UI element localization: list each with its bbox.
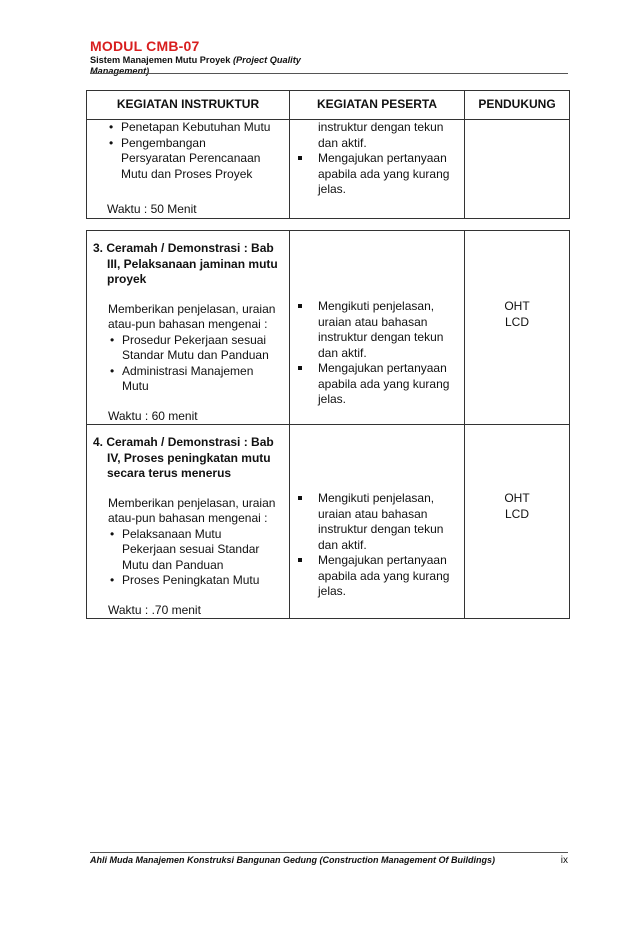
list-item: • Pelaksanaan Mutu Pekerjaan sesuai Standar Mutu dan Panduan [108, 527, 278, 574]
list-item: Mengikuti penjelasan, uraian atau bahasan instruktur dengan tekun dan aktif. [296, 299, 458, 361]
instruktur-cell [87, 120, 290, 219]
module-subtitle-plain: Sistem Manajemen Mutu Proyek [90, 55, 233, 65]
peserta-list [296, 151, 458, 198]
waktu-text: Waktu : 60 menit [108, 408, 198, 423]
activity-title: 4. Ceramah / Demonstrasi : Bab IV, Proses peningkatan mutu secara terus menerus [93, 435, 274, 480]
peserta-list [296, 299, 458, 408]
pendukung-item: OHT [504, 491, 530, 505]
page-number: ix [560, 855, 568, 866]
instruktur-list [93, 333, 283, 395]
instruktur-cell [87, 231, 290, 425]
instruktur-list [93, 527, 283, 589]
peserta-cell [290, 120, 465, 219]
column-header-peserta: KEGIATAN PESERTA [290, 91, 465, 120]
activity-title: 3. Ceramah / Demonstrasi : Bab III, Pelaksanaan jaminan mutu proyek [93, 241, 278, 286]
table-row [87, 120, 570, 219]
activity-intro: Memberikan penjelasan, uraian atau-pun bahasan mengenai : [108, 495, 276, 525]
activity-intro: Memberikan penjelasan, uraian atau-pun bahasan mengenai : [108, 301, 276, 331]
list-item: • Penetapan Kebutuhan Mutu [107, 120, 283, 136]
table-row [87, 425, 570, 619]
list-item: • Pengembangan Persyaratan Perencanaan Mutu dan Proses Proyek [107, 136, 269, 183]
peserta-cell [290, 425, 465, 619]
page-footer [90, 855, 568, 865]
module-subtitle-italic: (Project Quality Management) [90, 55, 301, 76]
pendukung-item: LCD [504, 506, 529, 521]
table-row [87, 231, 570, 425]
footer-divider [90, 852, 568, 853]
pendukung-cell [465, 120, 570, 219]
pendukung-cell [465, 425, 570, 619]
pendukung-cell [465, 231, 570, 425]
column-header-pendukung: PENDUKUNG [465, 91, 570, 120]
list-item: • Proses Peningkatan Mutu [108, 573, 283, 589]
header-divider [90, 73, 568, 74]
peserta-cell [290, 231, 465, 425]
footer-text: Ahli Muda Manajemen Konstruksi Bangunan Gedung (Construction Management Of Buildings) [90, 855, 496, 865]
table-header-row [87, 91, 570, 120]
list-item: Mengikuti penjelasan, uraian atau bahasan instruktur dengan tekun dan aktif. [296, 491, 458, 553]
list-item: • Prosedur Pekerjaan sesuai Standar Mutu dan Panduan [108, 333, 278, 364]
column-header-instruktur: KEGIATAN INSTRUKTUR [87, 91, 290, 120]
instruktur-list [107, 120, 283, 182]
pendukung-item: LCD [504, 314, 529, 329]
peserta-continuation: instruktur dengan tekun dan aktif. [318, 120, 444, 150]
list-item: Mengajukan pertanyaan apabila ada yang kurang jelas. [296, 361, 458, 408]
peserta-list [296, 491, 458, 600]
activity-table-continued [86, 90, 570, 219]
page-header [90, 38, 568, 77]
list-item: • Administrasi Manajemen Mutu [108, 364, 283, 395]
pendukung-item: OHT [504, 299, 530, 313]
list-item: Mengajukan pertanyaan apabila ada yang kurang jelas. [296, 553, 458, 600]
module-title: MODUL CMB-07 [90, 38, 200, 54]
instruktur-cell [87, 425, 290, 619]
list-item: Mengajukan pertanyaan apabila ada yang kurang jelas. [296, 151, 458, 198]
waktu-text: Waktu : .70 menit [108, 602, 201, 617]
activity-table [86, 230, 570, 619]
waktu-text: Waktu : 50 Menit [107, 202, 197, 216]
